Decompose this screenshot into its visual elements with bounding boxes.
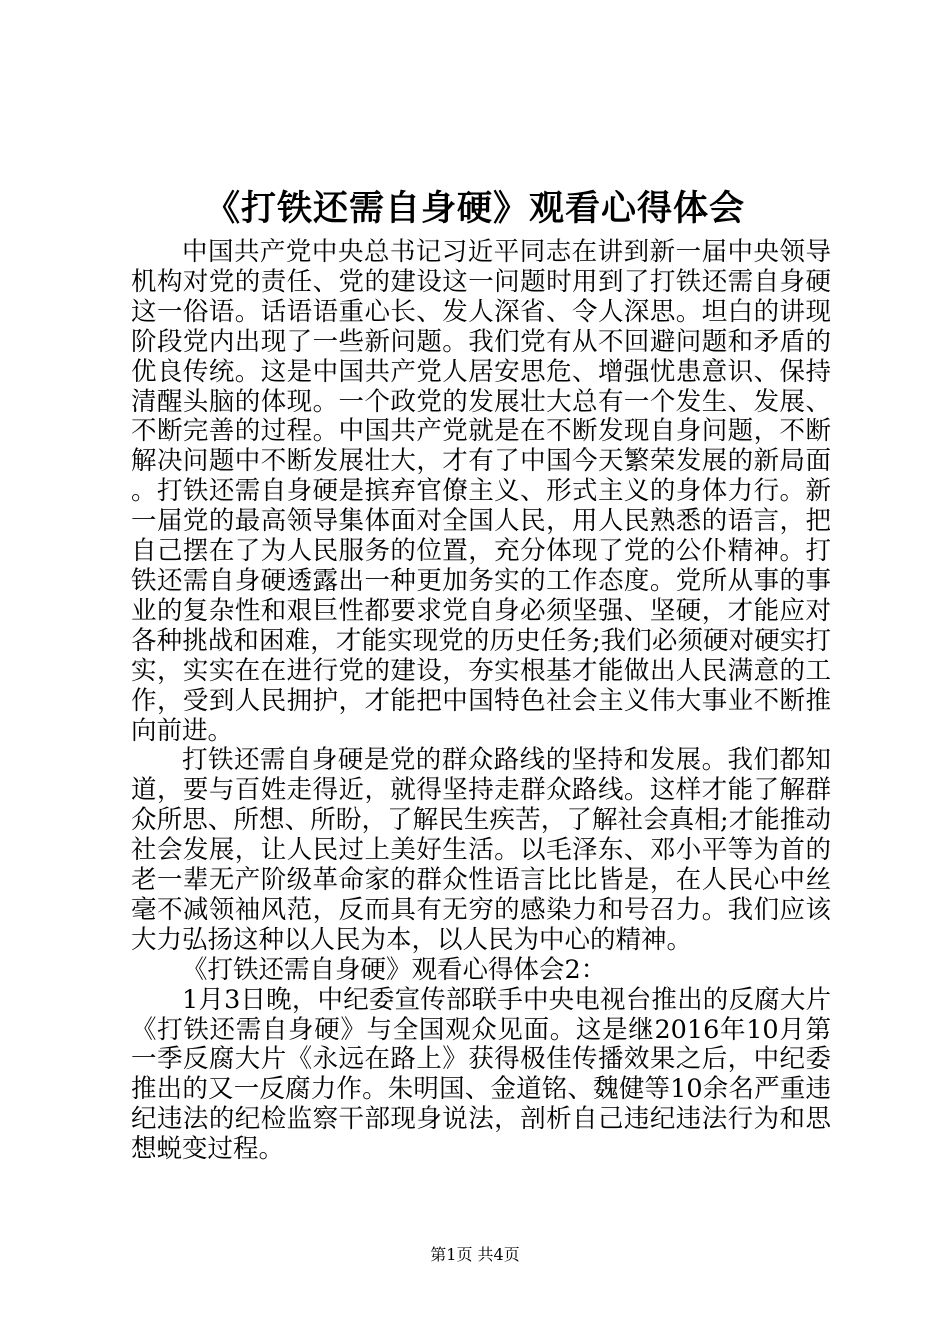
paragraph-3: 1月3日晚，中纪委宣传部联手中央电视台推出的反腐大片《打铁还需自身硬》与全国观众见面。这是继2016年10月第一季反腐大片《永远在路上》获得极佳传播效果之后，中纪委推出的又一反腐力作。朱明国、金道铭、魏健等10余名严重违纪违法的纪检监察干部现身说法，剖析自己违纪违法行为和思想蜕变过程。 bbox=[131, 984, 831, 1165]
document-title: 《打铁还需自身硬》观看心得体会 bbox=[204, 188, 745, 229]
paragraph-2: 打铁还需自身硬是党的群众路线的坚持和发展。我们都知道，要与百姓走得近，就得坚持走群众路线。这样才能了解群众所思、所想、所盼，了解民生疾苦，了解社会真相;才能推动社会发展，让人民过上美好生活。以毛泽东、邓小平等为首的老一辈无产阶级革命家的群众性语言比比皆是，在人民心中丝毫不减领袖风范，反而具有无穷的感染力和号召力。我们应该大力弘扬这种以人民为本，以人民为中心的精神。 bbox=[131, 745, 831, 955]
document-body bbox=[131, 238, 831, 1165]
paragraph-1: 中国共产党中央总书记习近平同志在讲到新一届中央领导机构对党的责任、党的建设这一问题时用到了打铁还需自身硬这一俗语。话语语重心长、发人深省、令人深思。坦白的讲现阶段党内出现了一些新问题。我们党有从不回避问题和矛盾的优良传统。这是中国共产党人居安思危、增强忧患意识、保持清醒头脑的体现。一个政党的发展壮大总有一个发生、发展、不断完善的过程。中国共产党就是在不断发现自身问题，不断解决问题中不断发展壮大，才有了中国今天繁荣发展的新局面。打铁还需自身硬是摈弃官僚主义、形式主义的身体力行。新一届党的最高领导集体面对全国人民，用人民熟悉的语言，把自己摆在了为人民服务的位置，充分体现了党的公仆精神。打铁还需自身硬透露出一种更加务实的工作态度。党所从事的事业的复杂性和艰巨性都要求党自身必须坚强、坚硬，才能应对各种挑战和困难，才能实现党的历史任务;我们必须硬对硬实打实，实实在在进行党的建设，夯实根基才能做出人民满意的工作，受到人民拥护，才能把中国特色社会主义伟大事业不断推向前进。 bbox=[131, 237, 831, 746]
page-footer: 第1页 共4页 bbox=[430, 1245, 520, 1264]
section-heading: 《打铁还需自身硬》观看心得体会2： bbox=[182, 954, 607, 985]
